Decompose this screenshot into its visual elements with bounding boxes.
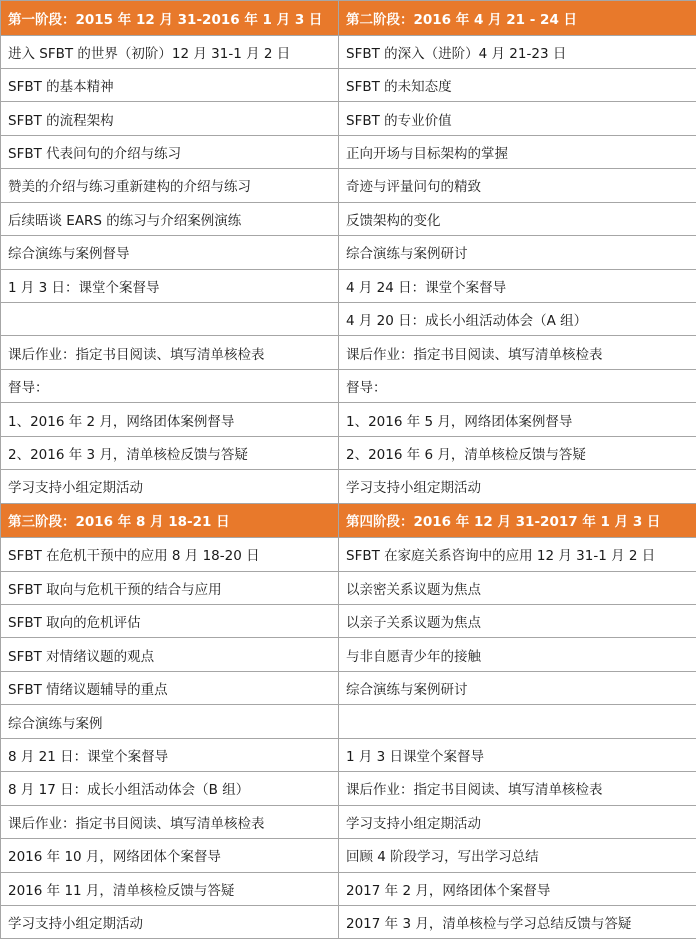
table-cell: 学习支持小组定期活动 [339, 470, 696, 503]
table-cell: 与非自愿青少年的接触 [339, 638, 696, 671]
schedule-table-body [1, 1, 696, 939]
table-cell: SFBT 的基本精神 [1, 68, 339, 101]
table-cell: 学习支持小组定期活动 [1, 470, 339, 503]
table-row [1, 905, 696, 938]
stage-header-cell: 第四阶段：2016 年 12 月 31-2017 年 1 月 3 日 [339, 503, 696, 538]
table-cell: 课后作业：指定书目阅读、填写清单核检表 [339, 336, 696, 369]
table-row [1, 538, 696, 571]
table-cell: SFBT 的未知态度 [339, 68, 696, 101]
table-cell: SFBT 的流程架构 [1, 102, 339, 135]
table-cell: 督导： [1, 369, 339, 402]
stage-header-row [1, 1, 696, 36]
table-row [1, 571, 696, 604]
table-row [1, 102, 696, 135]
table-row [1, 805, 696, 838]
table-cell: 2016 年 11 月，清单核检反馈与答疑 [1, 872, 339, 905]
table-row [1, 35, 696, 68]
table-cell: 以亲子关系议题为焦点 [339, 605, 696, 638]
table-cell: SFBT 取向与危机干预的结合与应用 [1, 571, 339, 604]
table-cell: 学习支持小组定期活动 [339, 805, 696, 838]
table-row [1, 169, 696, 202]
table-cell: 1 月 3 日：课堂个案督导 [1, 269, 339, 302]
table-cell: 综合演练与案例研讨 [339, 236, 696, 269]
table-cell: 综合演练与案例督导 [1, 236, 339, 269]
table-cell: SFBT 在家庭关系咨询中的应用 12 月 31-1 月 2 日 [339, 538, 696, 571]
table-cell: 1 月 3 日课堂个案督导 [339, 738, 696, 771]
table-cell: 课后作业：指定书目阅读、填写清单核检表 [339, 772, 696, 805]
table-cell: SFBT 对情绪议题的观点 [1, 638, 339, 671]
table-row [1, 839, 696, 872]
table-row [1, 369, 696, 402]
table-cell: SFBT 的深入（进阶）4 月 21-23 日 [339, 35, 696, 68]
table-cell: 奇迹与评量问句的精致 [339, 169, 696, 202]
table-cell: 2017 年 2 月，网络团体个案督导 [339, 872, 696, 905]
table-cell: SFBT 的专业价值 [339, 102, 696, 135]
table-cell: 学习支持小组定期活动 [1, 905, 339, 938]
table-cell: 1、2016 年 5 月，网络团体案例督导 [339, 403, 696, 436]
table-cell: 综合演练与案例研讨 [339, 671, 696, 704]
table-cell: 综合演练与案例 [1, 705, 339, 738]
table-cell: 4 月 20 日：成长小组活动体会（A 组） [339, 303, 696, 336]
table-cell [1, 303, 339, 336]
table-row [1, 436, 696, 469]
table-cell: 回顾 4 阶段学习，写出学习总结 [339, 839, 696, 872]
table-row [1, 772, 696, 805]
table-cell: 2、2016 年 3 月，清单核检反馈与答疑 [1, 436, 339, 469]
table-row [1, 705, 696, 738]
table-row [1, 202, 696, 235]
table-row [1, 135, 696, 168]
table-cell: SFBT 取向的危机评估 [1, 605, 339, 638]
table-row [1, 605, 696, 638]
table-row [1, 303, 696, 336]
table-cell: SFBT 情绪议题辅导的重点 [1, 671, 339, 704]
stage-header-cell: 第二阶段：2016 年 4 月 21 - 24 日 [339, 1, 696, 36]
table-cell: 后续晤谈 EARS 的练习与介绍案例演练 [1, 202, 339, 235]
table-cell: 反馈架构的变化 [339, 202, 696, 235]
table-cell: 4 月 24 日：课堂个案督导 [339, 269, 696, 302]
table-row [1, 68, 696, 101]
stage-header-cell: 第三阶段：2016 年 8 月 18-21 日 [1, 503, 339, 538]
table-cell: 课后作业：指定书目阅读、填写清单核检表 [1, 336, 339, 369]
table-cell: 8 月 21 日：课堂个案督导 [1, 738, 339, 771]
table-cell: 以亲密关系议题为焦点 [339, 571, 696, 604]
table-cell: 2016 年 10 月，网络团体个案督导 [1, 839, 339, 872]
stage-header-row [1, 503, 696, 538]
table-cell: 督导： [339, 369, 696, 402]
table-row [1, 872, 696, 905]
table-cell [339, 705, 696, 738]
table-cell: 2、2016 年 6 月，清单核检反馈与答疑 [339, 436, 696, 469]
table-cell: 课后作业：指定书目阅读、填写清单核检表 [1, 805, 339, 838]
table-row [1, 403, 696, 436]
table-row [1, 269, 696, 302]
table-row [1, 671, 696, 704]
table-cell: SFBT 代表问句的介绍与练习 [1, 135, 339, 168]
table-cell: 1、2016 年 2 月，网络团体案例督导 [1, 403, 339, 436]
table-row [1, 336, 696, 369]
table-cell: 赞美的介绍与练习重新建构的介绍与练习 [1, 169, 339, 202]
table-row [1, 470, 696, 503]
table-cell: SFBT 在危机干预中的应用 8 月 18-20 日 [1, 538, 339, 571]
table-row [1, 638, 696, 671]
table-cell: 2017 年 3 月，清单核检与学习总结反馈与答疑 [339, 905, 696, 938]
table-row [1, 738, 696, 771]
table-cell: 8 月 17 日：成长小组活动体会（B 组） [1, 772, 339, 805]
table-row [1, 236, 696, 269]
table-cell: 正向开场与目标架构的掌握 [339, 135, 696, 168]
table-cell: 进入 SFBT 的世界（初阶）12 月 31-1 月 2 日 [1, 35, 339, 68]
stage-header-cell: 第一阶段：2015 年 12 月 31-2016 年 1 月 3 日 [1, 1, 339, 36]
